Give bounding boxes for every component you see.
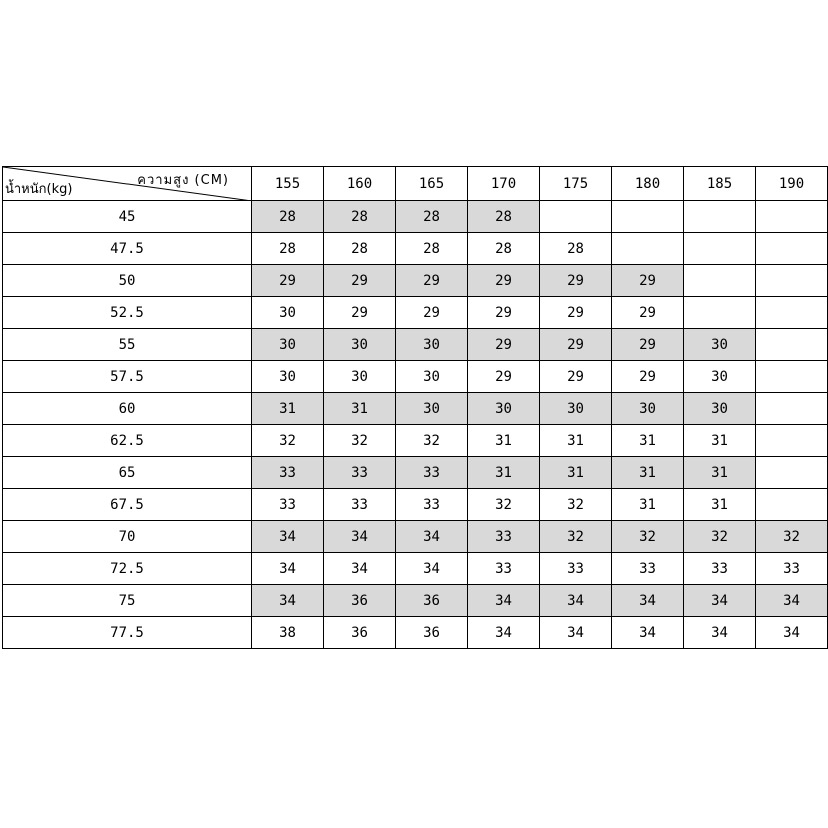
size-cell: 34 bbox=[396, 553, 468, 585]
size-cell: 36 bbox=[396, 617, 468, 649]
size-cell: 33 bbox=[468, 553, 540, 585]
size-cell bbox=[756, 393, 828, 425]
table-row bbox=[3, 617, 828, 649]
table-row bbox=[3, 425, 828, 457]
size-cell: 33 bbox=[684, 553, 756, 585]
size-cell: 31 bbox=[468, 425, 540, 457]
weight-cell: 47.5 bbox=[3, 233, 252, 265]
size-cell: 30 bbox=[684, 393, 756, 425]
size-cell bbox=[756, 361, 828, 393]
size-cell: 28 bbox=[468, 201, 540, 233]
size-cell: 34 bbox=[756, 617, 828, 649]
size-cell: 36 bbox=[396, 585, 468, 617]
size-cell: 30 bbox=[324, 329, 396, 361]
size-cell: 29 bbox=[540, 361, 612, 393]
height-header-cell: 190 bbox=[756, 167, 828, 201]
size-cell: 32 bbox=[252, 425, 324, 457]
size-cell: 34 bbox=[396, 521, 468, 553]
height-header-cell: 180 bbox=[612, 167, 684, 201]
size-cell: 30 bbox=[396, 361, 468, 393]
size-cell: 29 bbox=[396, 297, 468, 329]
size-cell: 36 bbox=[324, 585, 396, 617]
size-cell: 28 bbox=[396, 201, 468, 233]
size-cell: 31 bbox=[684, 457, 756, 489]
size-cell: 33 bbox=[252, 489, 324, 521]
size-cell: 28 bbox=[540, 233, 612, 265]
size-cell: 29 bbox=[612, 361, 684, 393]
size-cell bbox=[684, 265, 756, 297]
size-cell: 34 bbox=[684, 585, 756, 617]
size-cell bbox=[684, 297, 756, 329]
size-cell: 30 bbox=[252, 297, 324, 329]
size-cell: 29 bbox=[540, 297, 612, 329]
size-cell: 29 bbox=[540, 329, 612, 361]
size-cell: 34 bbox=[540, 585, 612, 617]
weight-cell: 62.5 bbox=[3, 425, 252, 457]
size-cell: 30 bbox=[468, 393, 540, 425]
size-cell: 29 bbox=[468, 361, 540, 393]
size-cell: 31 bbox=[252, 393, 324, 425]
size-cell: 32 bbox=[468, 489, 540, 521]
size-cell: 34 bbox=[324, 553, 396, 585]
size-cell: 31 bbox=[540, 425, 612, 457]
table-row bbox=[3, 265, 828, 297]
size-cell bbox=[540, 201, 612, 233]
size-cell: 34 bbox=[684, 617, 756, 649]
size-cell bbox=[756, 233, 828, 265]
size-cell: 38 bbox=[252, 617, 324, 649]
size-cell: 33 bbox=[396, 457, 468, 489]
table-row bbox=[3, 329, 828, 361]
size-cell: 34 bbox=[540, 617, 612, 649]
table-row bbox=[3, 521, 828, 553]
height-axis-label: ความสูง (CM) bbox=[137, 173, 229, 188]
size-cell: 31 bbox=[468, 457, 540, 489]
size-cell: 31 bbox=[612, 489, 684, 521]
height-header-cell: 160 bbox=[324, 167, 396, 201]
size-cell: 30 bbox=[684, 361, 756, 393]
weight-cell: 65 bbox=[3, 457, 252, 489]
size-cell: 32 bbox=[540, 489, 612, 521]
table-row bbox=[3, 297, 828, 329]
size-cell: 34 bbox=[612, 585, 684, 617]
size-cell bbox=[756, 489, 828, 521]
size-cell: 33 bbox=[324, 457, 396, 489]
size-cell: 28 bbox=[324, 201, 396, 233]
size-cell: 30 bbox=[396, 393, 468, 425]
size-cell: 34 bbox=[468, 585, 540, 617]
size-cell: 34 bbox=[324, 521, 396, 553]
size-cell: 34 bbox=[468, 617, 540, 649]
size-cell: 33 bbox=[540, 553, 612, 585]
size-cell: 29 bbox=[540, 265, 612, 297]
size-cell: 29 bbox=[396, 265, 468, 297]
size-cell: 29 bbox=[468, 265, 540, 297]
table-row bbox=[3, 201, 828, 233]
size-cell bbox=[612, 233, 684, 265]
size-cell bbox=[756, 329, 828, 361]
size-cell bbox=[684, 201, 756, 233]
weight-cell: 60 bbox=[3, 393, 252, 425]
size-cell: 29 bbox=[612, 329, 684, 361]
weight-cell: 72.5 bbox=[3, 553, 252, 585]
size-cell: 33 bbox=[324, 489, 396, 521]
size-cell: 32 bbox=[324, 425, 396, 457]
size-cell: 30 bbox=[252, 361, 324, 393]
size-cell: 30 bbox=[612, 393, 684, 425]
size-cell: 32 bbox=[396, 425, 468, 457]
size-cell: 30 bbox=[684, 329, 756, 361]
size-cell: 34 bbox=[252, 553, 324, 585]
height-header-cell: 175 bbox=[540, 167, 612, 201]
size-cell bbox=[756, 201, 828, 233]
size-cell: 32 bbox=[612, 521, 684, 553]
size-cell: 29 bbox=[468, 297, 540, 329]
size-cell: 29 bbox=[324, 297, 396, 329]
size-cell bbox=[756, 297, 828, 329]
size-cell: 33 bbox=[756, 553, 828, 585]
height-header-cell: 170 bbox=[468, 167, 540, 201]
size-cell: 31 bbox=[684, 489, 756, 521]
size-cell: 30 bbox=[540, 393, 612, 425]
table-row bbox=[3, 489, 828, 521]
size-cell: 31 bbox=[540, 457, 612, 489]
table-row bbox=[3, 585, 828, 617]
size-cell: 31 bbox=[324, 393, 396, 425]
weight-cell: 45 bbox=[3, 201, 252, 233]
table-row bbox=[3, 393, 828, 425]
size-cell: 33 bbox=[612, 553, 684, 585]
size-cell: 28 bbox=[252, 201, 324, 233]
size-cell: 34 bbox=[612, 617, 684, 649]
size-cell: 31 bbox=[612, 457, 684, 489]
size-cell bbox=[756, 425, 828, 457]
size-cell: 30 bbox=[324, 361, 396, 393]
size-cell: 30 bbox=[252, 329, 324, 361]
weight-cell: 75 bbox=[3, 585, 252, 617]
size-cell: 32 bbox=[756, 521, 828, 553]
size-cell bbox=[684, 233, 756, 265]
size-cell bbox=[612, 201, 684, 233]
table-row bbox=[3, 457, 828, 489]
height-header-cell: 155 bbox=[252, 167, 324, 201]
size-cell: 28 bbox=[324, 233, 396, 265]
weight-cell: 77.5 bbox=[3, 617, 252, 649]
size-cell: 34 bbox=[756, 585, 828, 617]
weight-cell: 57.5 bbox=[3, 361, 252, 393]
size-cell bbox=[756, 457, 828, 489]
size-cell: 30 bbox=[396, 329, 468, 361]
size-cell: 36 bbox=[324, 617, 396, 649]
size-cell: 32 bbox=[684, 521, 756, 553]
size-chart-table bbox=[2, 166, 828, 649]
size-cell: 31 bbox=[612, 425, 684, 457]
size-cell: 34 bbox=[252, 585, 324, 617]
size-cell: 29 bbox=[468, 329, 540, 361]
weight-cell: 70 bbox=[3, 521, 252, 553]
size-cell: 28 bbox=[396, 233, 468, 265]
weight-cell: 52.5 bbox=[3, 297, 252, 329]
corner-cell bbox=[3, 167, 252, 201]
size-cell: 29 bbox=[612, 297, 684, 329]
size-cell: 29 bbox=[252, 265, 324, 297]
table-row bbox=[3, 553, 828, 585]
size-cell: 33 bbox=[252, 457, 324, 489]
weight-cell: 50 bbox=[3, 265, 252, 297]
header-row bbox=[3, 167, 828, 201]
size-cell: 34 bbox=[252, 521, 324, 553]
size-cell: 31 bbox=[684, 425, 756, 457]
size-cell: 33 bbox=[396, 489, 468, 521]
weight-cell: 55 bbox=[3, 329, 252, 361]
size-cell: 28 bbox=[252, 233, 324, 265]
size-cell: 33 bbox=[468, 521, 540, 553]
size-cell: 32 bbox=[540, 521, 612, 553]
height-header-cell: 185 bbox=[684, 167, 756, 201]
weight-cell: 67.5 bbox=[3, 489, 252, 521]
table-row bbox=[3, 233, 828, 265]
height-header-cell: 165 bbox=[396, 167, 468, 201]
size-cell: 29 bbox=[324, 265, 396, 297]
table-row bbox=[3, 361, 828, 393]
size-cell: 28 bbox=[468, 233, 540, 265]
size-cell bbox=[756, 265, 828, 297]
size-cell: 29 bbox=[612, 265, 684, 297]
weight-axis-label: น้ำหนัก(kg) bbox=[5, 182, 73, 197]
